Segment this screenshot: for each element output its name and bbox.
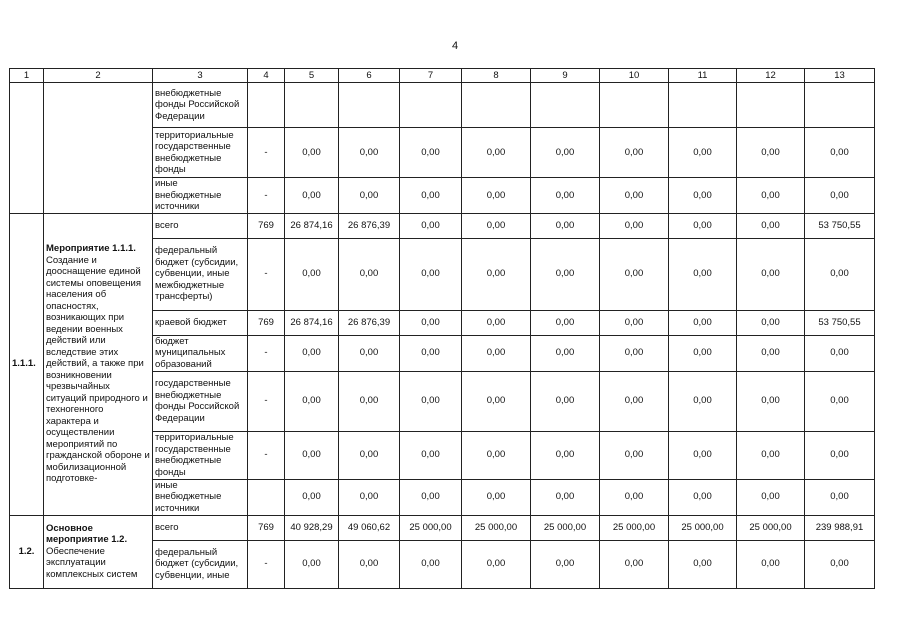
value-cell: 25 000,00 — [669, 515, 737, 540]
value-cell: 0,00 — [600, 213, 669, 238]
value-cell: 0,00 — [805, 431, 875, 479]
value-cell: 0,00 — [600, 310, 669, 335]
col4-cell: 769 — [248, 515, 285, 540]
value-cell — [339, 83, 400, 128]
value-cell: 0,00 — [737, 479, 805, 515]
value-cell: 0,00 — [805, 479, 875, 515]
col4-cell — [248, 479, 285, 515]
col4-cell — [248, 83, 285, 128]
value-cell — [805, 83, 875, 128]
value-cell: 0,00 — [339, 178, 400, 214]
value-cell — [531, 83, 600, 128]
funding-source: внебюджетные фонды Российской Федерации — [153, 83, 248, 128]
value-cell: 0,00 — [737, 178, 805, 214]
value-cell: 0,00 — [600, 178, 669, 214]
value-cell: 25 000,00 — [400, 515, 462, 540]
column-header: 11 — [669, 69, 737, 83]
event-code: 1.1.1. — [10, 213, 44, 515]
value-cell: 0,00 — [600, 128, 669, 178]
value-cell: 0,00 — [737, 540, 805, 588]
funding-source: иные внебюджетные источники — [153, 178, 248, 214]
funding-source: всего — [153, 213, 248, 238]
column-header: 2 — [44, 69, 153, 83]
value-cell: 0,00 — [805, 335, 875, 371]
value-cell: 0,00 — [285, 178, 339, 214]
value-cell: 0,00 — [669, 431, 737, 479]
event-name-cell — [44, 213, 153, 515]
value-cell: 0,00 — [462, 310, 531, 335]
column-header: 12 — [737, 69, 805, 83]
value-cell: 0,00 — [531, 479, 600, 515]
value-cell: 0,00 — [737, 128, 805, 178]
event-description: Создание и дооснащение единой системы оповещения населения об опасностях, возникающих при ведении военных действий или вследствие этих действий, а также при возникновении чрезвычайных ситуаций природного и техногенного характера и осуществлении мероприятий по гражданской обороне и мобилизационной подготовке- — [46, 254, 150, 485]
value-cell: 49 060,62 — [339, 515, 400, 540]
value-cell: 0,00 — [669, 238, 737, 310]
event-title: Мероприятие 1.1.1. — [46, 243, 136, 255]
col4-cell: 769 — [248, 310, 285, 335]
col4-cell: - — [248, 540, 285, 588]
value-cell: 0,00 — [400, 431, 462, 479]
col4-cell: - — [248, 128, 285, 178]
funding-source: территориальные государственные внебюджетные фонды — [153, 431, 248, 479]
funding-source: краевой бюджет — [153, 310, 248, 335]
value-cell: 0,00 — [805, 128, 875, 178]
value-cell: 0,00 — [339, 335, 400, 371]
value-cell: 0,00 — [400, 310, 462, 335]
value-cell: 0,00 — [669, 540, 737, 588]
value-cell: 0,00 — [462, 238, 531, 310]
value-cell: 0,00 — [805, 540, 875, 588]
budget-table — [9, 68, 875, 589]
value-cell: 0,00 — [531, 540, 600, 588]
col4-cell: 769 — [248, 213, 285, 238]
value-cell: 25 000,00 — [462, 515, 531, 540]
column-header: 5 — [285, 69, 339, 83]
value-cell: 0,00 — [285, 238, 339, 310]
value-cell: 26 876,39 — [339, 213, 400, 238]
value-cell: 0,00 — [531, 128, 600, 178]
column-header: 10 — [600, 69, 669, 83]
value-cell: 0,00 — [737, 238, 805, 310]
value-cell: 0,00 — [285, 431, 339, 479]
value-cell — [669, 83, 737, 128]
name-cell — [44, 83, 153, 214]
value-cell: 0,00 — [531, 213, 600, 238]
column-header: 1 — [10, 69, 44, 83]
value-cell: 0,00 — [462, 178, 531, 214]
column-header: 3 — [153, 69, 248, 83]
col4-cell: - — [248, 178, 285, 214]
value-cell: 0,00 — [805, 371, 875, 431]
value-cell: 0,00 — [805, 238, 875, 310]
value-cell: 0,00 — [285, 479, 339, 515]
value-cell: 0,00 — [462, 371, 531, 431]
value-cell: 0,00 — [737, 371, 805, 431]
col4-cell: - — [248, 238, 285, 310]
value-cell: 0,00 — [669, 335, 737, 371]
column-header: 8 — [462, 69, 531, 83]
value-cell: 0,00 — [531, 335, 600, 371]
value-cell: 0,00 — [531, 178, 600, 214]
value-cell: 0,00 — [462, 540, 531, 588]
value-cell — [285, 83, 339, 128]
event-code: 1.2. — [10, 515, 44, 588]
value-cell: 0,00 — [600, 540, 669, 588]
value-cell: 25 000,00 — [737, 515, 805, 540]
value-cell: 0,00 — [669, 128, 737, 178]
value-cell: 0,00 — [462, 431, 531, 479]
column-header: 9 — [531, 69, 600, 83]
column-header: 7 — [400, 69, 462, 83]
value-cell: 0,00 — [339, 371, 400, 431]
value-cell: 0,00 — [531, 238, 600, 310]
value-cell: 0,00 — [400, 540, 462, 588]
value-cell: 0,00 — [669, 178, 737, 214]
value-cell: 0,00 — [805, 178, 875, 214]
value-cell: 0,00 — [737, 431, 805, 479]
funding-source: бюджет муниципальных образований — [153, 335, 248, 371]
value-cell: 0,00 — [737, 310, 805, 335]
event-title: Основное мероприятие 1.2. — [46, 522, 128, 546]
table-row — [10, 515, 875, 540]
value-cell: 0,00 — [669, 310, 737, 335]
funding-source: государственные внебюджетные фонды Российской Федерации — [153, 371, 248, 431]
value-cell: 0,00 — [462, 213, 531, 238]
value-cell: 0,00 — [339, 431, 400, 479]
value-cell: 0,00 — [531, 371, 600, 431]
value-cell: 0,00 — [285, 540, 339, 588]
value-cell — [400, 83, 462, 128]
event-name-cell — [44, 515, 153, 588]
value-cell: 40 928,29 — [285, 515, 339, 540]
value-cell: 25 000,00 — [600, 515, 669, 540]
col4-cell: - — [248, 371, 285, 431]
value-cell: 0,00 — [285, 335, 339, 371]
table-row — [10, 83, 875, 128]
value-cell: 0,00 — [339, 128, 400, 178]
value-cell: 0,00 — [339, 540, 400, 588]
column-header: 13 — [805, 69, 875, 83]
value-cell: 0,00 — [400, 238, 462, 310]
value-cell: 0,00 — [531, 431, 600, 479]
funding-source: федеральный бюджет (субсидии, субвенции, иные межбюджетные трансферты) — [153, 238, 248, 310]
value-cell — [737, 83, 805, 128]
value-cell: 25 000,00 — [531, 515, 600, 540]
value-cell: 0,00 — [669, 371, 737, 431]
value-cell: 0,00 — [600, 335, 669, 371]
value-cell: 53 750,55 — [805, 310, 875, 335]
value-cell: 0,00 — [737, 335, 805, 371]
value-cell — [462, 83, 531, 128]
value-cell: 0,00 — [285, 128, 339, 178]
value-cell: 0,00 — [400, 213, 462, 238]
col4-cell: - — [248, 335, 285, 371]
value-cell: 26 876,39 — [339, 310, 400, 335]
value-cell: 0,00 — [600, 371, 669, 431]
value-cell: 0,00 — [400, 371, 462, 431]
value-cell: 0,00 — [400, 178, 462, 214]
value-cell: 0,00 — [669, 479, 737, 515]
table-row — [10, 213, 875, 238]
value-cell: 0,00 — [462, 335, 531, 371]
code-cell — [10, 83, 44, 214]
column-header: 6 — [339, 69, 400, 83]
value-cell: 53 750,55 — [805, 213, 875, 238]
funding-source: всего — [153, 515, 248, 540]
value-cell — [600, 83, 669, 128]
funding-source: территориальные государственные внебюджетные фонды — [153, 128, 248, 178]
value-cell: 0,00 — [400, 479, 462, 515]
header-row — [10, 69, 875, 83]
value-cell: 0,00 — [400, 128, 462, 178]
value-cell: 26 874,16 — [285, 310, 339, 335]
value-cell: 0,00 — [339, 238, 400, 310]
value-cell: 0,00 — [462, 479, 531, 515]
value-cell: 0,00 — [600, 431, 669, 479]
value-cell: 239 988,91 — [805, 515, 875, 540]
value-cell: 0,00 — [737, 213, 805, 238]
value-cell: 0,00 — [669, 213, 737, 238]
value-cell: 0,00 — [531, 310, 600, 335]
value-cell: 0,00 — [400, 335, 462, 371]
col4-cell: - — [248, 431, 285, 479]
funding-source: иные внебюджетные источники — [153, 479, 248, 515]
funding-source: федеральный бюджет (субсидии, субвенции, иные — [153, 540, 248, 588]
value-cell: 0,00 — [600, 238, 669, 310]
value-cell: 0,00 — [285, 371, 339, 431]
column-header: 4 — [248, 69, 285, 83]
value-cell: 0,00 — [462, 128, 531, 178]
value-cell: 0,00 — [600, 479, 669, 515]
value-cell: 26 874,16 — [285, 213, 339, 238]
event-description: Обеспечение эксплуатации комплексных систем — [46, 545, 138, 580]
page-number: 4 — [452, 40, 459, 52]
value-cell: 0,00 — [339, 479, 400, 515]
